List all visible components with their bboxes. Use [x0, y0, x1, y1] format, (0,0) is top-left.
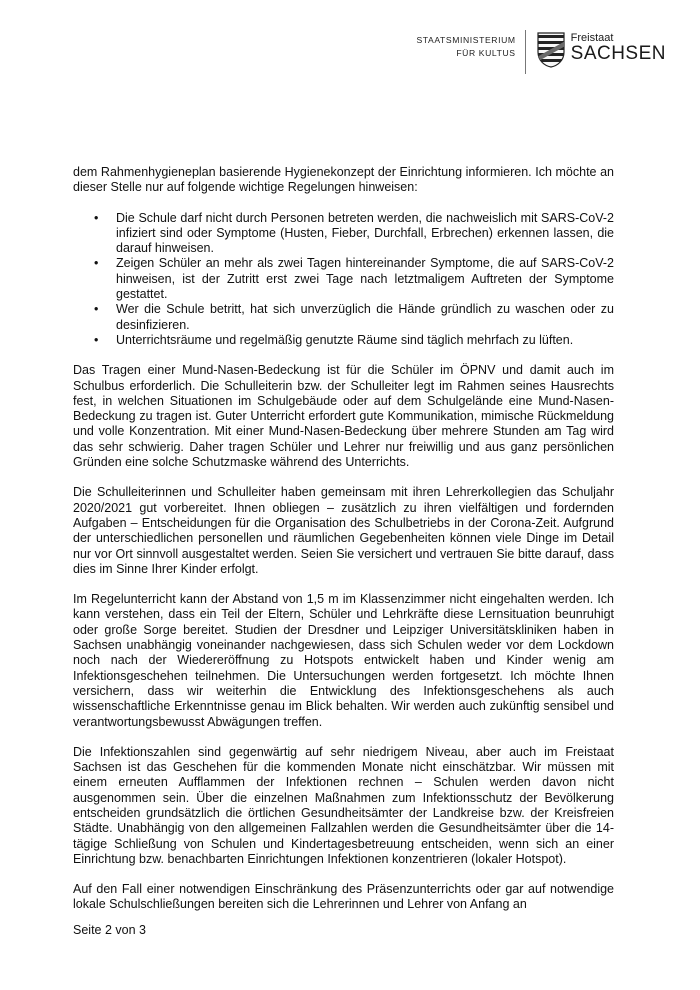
ministry-line-2: FÜR KULTUS: [456, 48, 516, 58]
bullet: •: [94, 302, 99, 317]
letter-body: [73, 165, 614, 928]
rule-text: Unterrichtsräume und regelmäßig genutzte Räume sind täglich mehrfach zu lüften.: [116, 332, 574, 347]
page-number: Seite 2 von 3: [73, 923, 146, 937]
infections-paragraph: Die Infektionszahlen sind gegenwärtig auf sehr niedrigem Niveau, aber auch im Freistaat Sachsen ist das Geschehen für die kommenden Monate nicht einschätzbar. Wir müssen mit einem erneuten Aufflammen der Infektionen rechnen – Schulen werden davon nicht ausgenommen sein. Über die einzelnen Maßnahmen zum Infektionsschutz der Bevölkerung entscheiden grundsätzlich die örtlichen Gesundheitsämter der Landkreise bzw. der Kreisfreien Städte. Unabhängig von den allgemeinen Fallzahlen werden die Gesundheitsämter über die 14-tägige Schließung von Schulen und Kindertagesbetreuung entscheiden, wenn sich an einer Einrichtung bzw. benachbarten Einrichtungen Infektionen konzentrieren (lokaler Hotspot).: [73, 744, 614, 866]
rule-text: Wer die Schule betritt, hat sich unverzüglich die Hände gründlich zu waschen oder zu desinfizieren.: [116, 302, 614, 332]
ministry-name: [416, 30, 524, 60]
list-item: [73, 302, 614, 333]
school-leaders-paragraph: Die Schulleiterinnen und Schulleiter haben gemeinsam mit ihren Lehrerkollegien das Schuljahr 2020/2021 gut vorbereitet. Ihnen obliegen – zusätzlich zu ihren vielfältigen und fordernden Aufgaben – Entscheidungen für die Organisation des Schulbetriebs in der Corona-Zeit. Aufgrund der unterschiedlichen personellen und räumlichen Gegebenheiten können viele Dinge im Detail nur vor Ort sinnvoll ausgestaltet werden. Seien Sie versichert und vertrauen Sie bitte darauf, dass dies im Sinne Ihrer Kinder erfolgt.: [73, 485, 614, 576]
rule-text: Zeigen Schüler an mehr als zwei Tagen hintereinander Symptome, die auf SARS-CoV-2 hinweisen, ist der Zutritt erst zwei Tage nach letztmaligem Auftreten der Symptome gestattet.: [116, 256, 614, 302]
bullet: •: [94, 210, 99, 225]
ministry-line-1: STAATSMINISTERIUM: [416, 35, 516, 45]
list-item: [73, 333, 614, 348]
intro-paragraph: dem Rahmenhygieneplan basierende Hygienekonzept der Einrichtung informieren. Ich möchte an dieser Stelle nur auf folgende wichtige Regelungen hinweisen:: [73, 165, 614, 195]
list-item: [73, 256, 614, 302]
state-label: Freistaat: [570, 32, 614, 44]
saxony-coat-of-arms-icon: [537, 32, 565, 73]
state-name: SACHSEN: [570, 43, 666, 64]
closing-paragraph: Auf den Fall einer notwendigen Einschränkung des Präsenzunterrichts oder gar auf notwendige lokale Schulschließungen bereiten sich die Lehrerinnen und Lehrer von Anfang an: [73, 882, 614, 912]
list-item: [73, 211, 614, 257]
rules-list: [73, 211, 614, 349]
bullet: •: [94, 256, 99, 271]
rule-text: Die Schule darf nicht durch Personen betreten werden, die nachweislich mit SARS-CoV-2 infiziert sind oder Symptome (Husten, Fieber, Durchfall, Erbrechen) erkennen lassen, die darauf hinweisen.: [116, 210, 614, 256]
masks-paragraph: Das Tragen einer Mund-Nasen-Bedeckung ist für die Schüler im ÖPNV und damit auch im Schulbus erforderlich. Die Schulleiterin bzw. der Schulleiter legt im Rahmen seines Hausrechts fest, in welchen Situationen im Schulgebäude oder auf dem Schulgelände eine Mund-Nasen-Bedeckung zu tragen ist. Guter Unterricht erfordert gute Kommunikation, mimische Rückmeldung und volle Konzentration. Mit einer Mund-Nasen-Bedeckung über mehrere Stunden am Tag wird das sehr schwierig. Daher tragen Schüler und Lehrer nur freiwillig und aus ganz persönlichen Gründen eine solche Schutzmaske während des Unterrichts.: [73, 363, 614, 470]
state-wordmark: [571, 30, 666, 64]
distance-paragraph: Im Regelunterricht kann der Abstand von 1,5 m im Klassenzimmer nicht eingehalten werden. Ich kann verstehen, dass ein Teil der Eltern, Schüler und Lehrkräfte diese Lernsituation beunruhigt oder große Sorge bereitet. Studien der Dresdner und Leipziger Universitätskliniken haben in Sachsen unabhängig voneinander nachgewiesen, dass sich Schulen weder vor dem Lockdown noch nach der Wiedereröffnung zu Hotspots entwickelt haben und Kinder wenig am Infektionsgeschehen teilnehmen. Die Untersuchungen werden fortgesetzt. Ich möchte Ihnen versichern, dass wir weiterhin die Entwicklung des Infektionsgeschehens als auch wissenschaftliche Erkenntnisse genau im Blick behalten. Wir werden auch zukünftig sensibel und verantwortungsbewusst Abwägungen treffen.: [73, 592, 614, 729]
letterhead: [416, 30, 666, 76]
header-divider: [525, 30, 526, 74]
bullet: •: [94, 332, 99, 347]
